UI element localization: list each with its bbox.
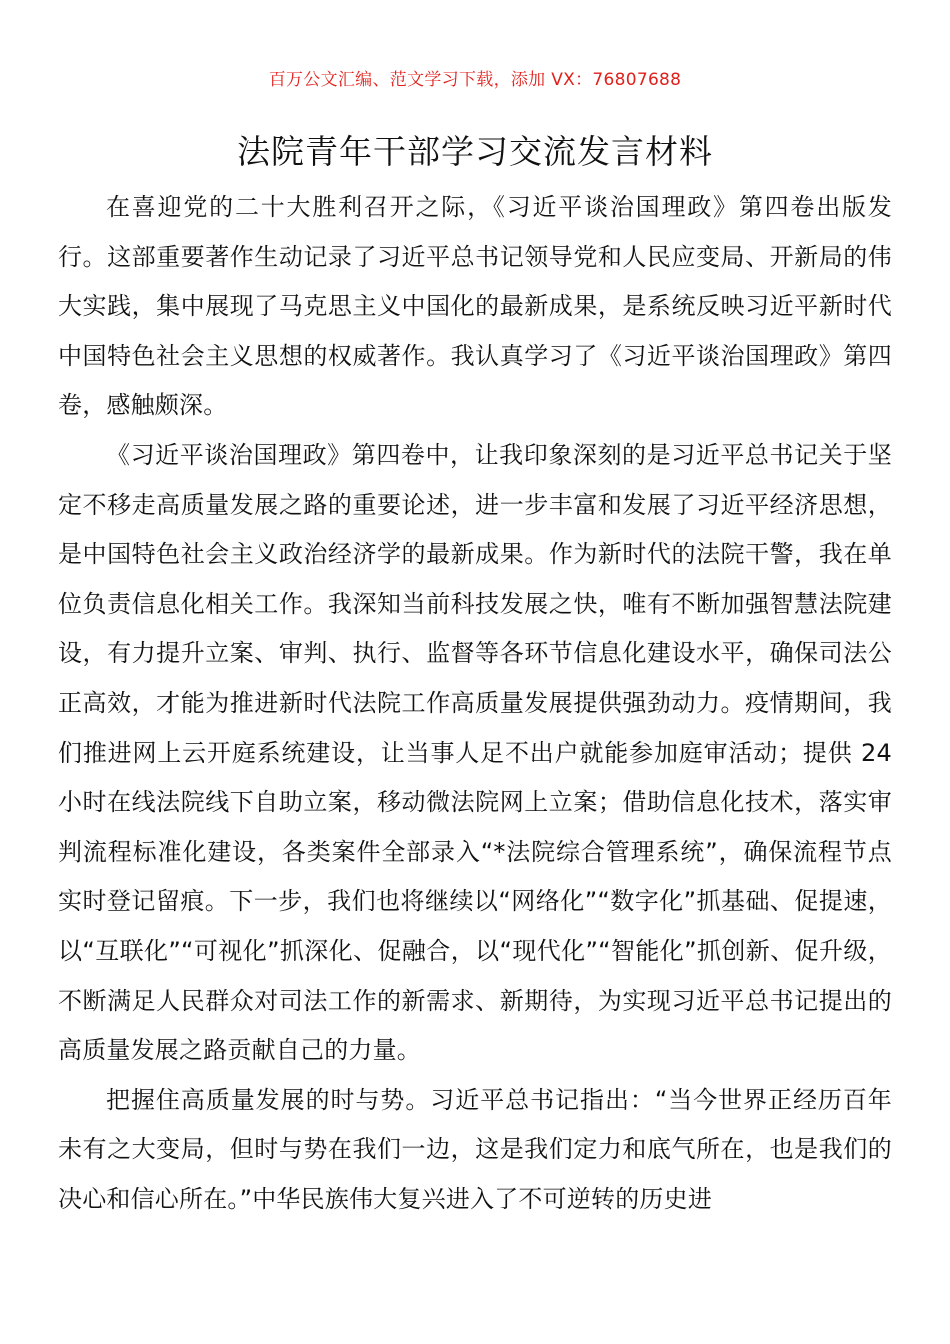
paragraph-1: 在喜迎党的二十大胜利召开之际，《习近平谈治国理政》第四卷出版发行。这部重要著作生动记录了习近平总书记领导党和人民应变局、开新局的伟大实践，集中展现了马克思主义中国化的最新成果，是系统反映习近平新时代中国特色社会主义思想的权威著作。我认真学习了《习近平谈治国理政》第四卷，感触颇深。 xyxy=(58,193,892,420)
paragraph-2: 《习近平谈治国理政》第四卷中，让我印象深刻的是习近平总书记关于坚定不移走高质量发展之路的重要论述，进一步丰富和发展了习近平经济思想，是中国特色社会主义政治经济学的最新成果。作为新时代的法院干警，我在单位负责信息化相关工作。我深知当前科技发展之快，唯有不断加强智慧法院建设，有力提升立案、审判、执行、监督等各环节信息化建设水平，确保司法公正高效，才能为推进新时代法院工作高质量发展提供强劲动力。疫情期间，我们推进网上云开庭系统建设，让当事人足不出户就能参加庭审活动；提供 24 小时在线法院线下自助立案，移动微法院网上立案；借助信息化技术，落实审判流程标准化建设，各类案件全部录入“*法院综合管理系统”，确保流程节点实时登记留痕。下一步，我们也将继续以“网络化”“数字化”抓基础、促提速，以“互联化”“可视化”抓深化、促融合，以“现代化”“智能化”抓创新、促升级，不断满足人民群众对司法工作的新需求、新期待，为实现习近平总书记提出的高质量发展之路贡献自己的力量。 xyxy=(58,440,892,1065)
paragraph-3: 把握住高质量发展的时与势。习近平总书记指出：“当今世界正经历百年未有之大变局，但时与势在我们一边，这是我们定力和底气所在，也是我们的决心和信心所在。”中华民族伟大复兴进入了不可逆转的历史进 xyxy=(58,1085,892,1213)
document-body xyxy=(58,183,892,1224)
document-title: 法院青年干部学习交流发言材料 xyxy=(237,132,713,172)
watermark-text: 百万公文汇编、范文学习下载，添加 VX：76807688 xyxy=(268,70,682,90)
